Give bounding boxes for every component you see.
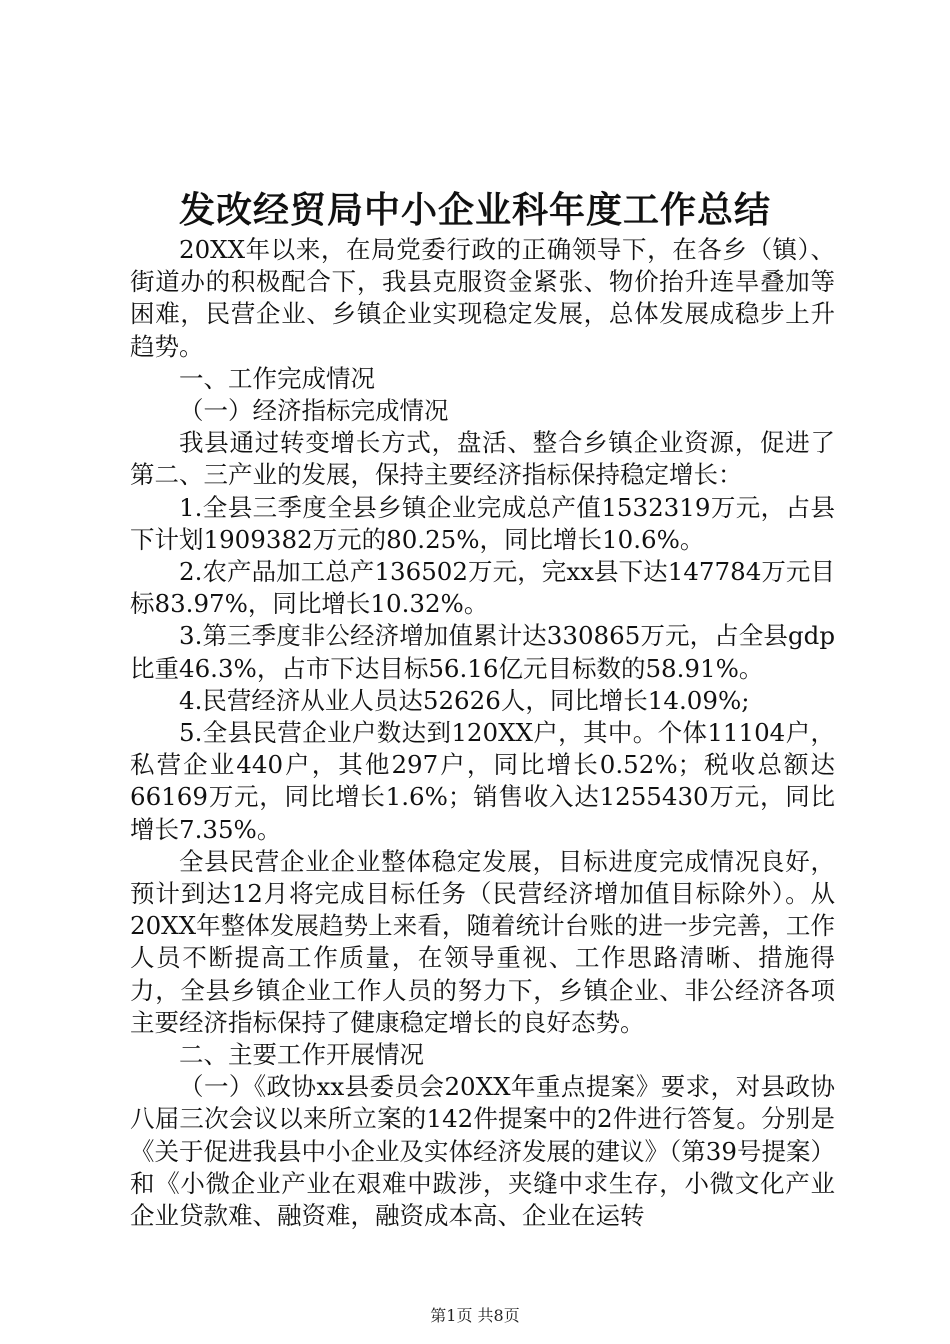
subsection-heading-1: （一）经济指标完成情况 xyxy=(179,396,449,426)
paragraph-growth: 我县通过转变增长方式，盘活、整合乡镇企业资源，促进了第二、三产业的发展，保持主要经济指标保持稳定增长： xyxy=(130,428,835,490)
list-item-1: 1.全县三季度全县乡镇企业完成总产值1532319万元，占县下计划1909382万元的80.25%，同比增长10.6%。 xyxy=(130,492,835,554)
document-body xyxy=(130,234,835,1232)
list-item-4: 4.民营经济从业人员达52626人，同比增长14.09%; xyxy=(179,685,750,715)
paragraph-proposals: （一）《政协xx县委员会20XX年重点提案》要求，对县政协八届三次会议以来所立案的142件提案中的2件进行答复。分别是《关于促进我县中小企业及实体经济发展的建议》（第39号提案）和《小微企业产业在艰难中跋涉，夹缝中求生存，小微文化产业企业贷款难、融资难，融资成本高、企业在运转 xyxy=(130,1072,835,1231)
page-footer: 第1页 共8页 xyxy=(430,1306,520,1325)
list-item-5: 5.全县民营企业户数达到120XX户，其中。个体11104户，私营企业440户，其他297户，同比增长0.52%；税收总额达66169万元，同比增长1.6%；销售收入达1255430万元，同比增长7.35%。 xyxy=(130,718,835,844)
section-heading-1: 一、工作完成情况 xyxy=(179,363,375,393)
list-item-3: 3.第三季度非公经济增加值累计达330865万元，占全县gdp比重46.3%，占市下达目标56.16亿元目标数的58.91%。 xyxy=(130,621,835,683)
paragraph-intro: 20XX年以来，在局党委行政的正确领导下，在各乡（镇）、街道办的积极配合下，我县克服资金紧张、物价抬升连旱叠加等困难，民营企业、乡镇企业实现稳定发展，总体发展成稳步上升趋势。 xyxy=(130,235,835,361)
list-item-2: 2.农产品加工总产136502万元，完xx县下达147784万元目标83.97%，同比增长10.32%。 xyxy=(130,557,835,619)
section-heading-2: 二、主要工作开展情况 xyxy=(179,1040,424,1070)
document-title: 发改经贸局中小企业科年度工作总结 xyxy=(178,189,771,231)
paragraph-summary: 全县民营企业企业整体稳定发展，目标进度完成情况良好，预计到达12月将完成目标任务（民营经济增加值目标除外）。从20XX年整体发展趋势上来看，随着统计台账的进一步完善，工作人员不断提高工作质量，在领导重视、工作思路清晰、措施得力，全县乡镇企业工作人员的努力下，乡镇企业、非公经济各项主要经济指标保持了健康稳定增长的良好态势。 xyxy=(130,846,835,1037)
